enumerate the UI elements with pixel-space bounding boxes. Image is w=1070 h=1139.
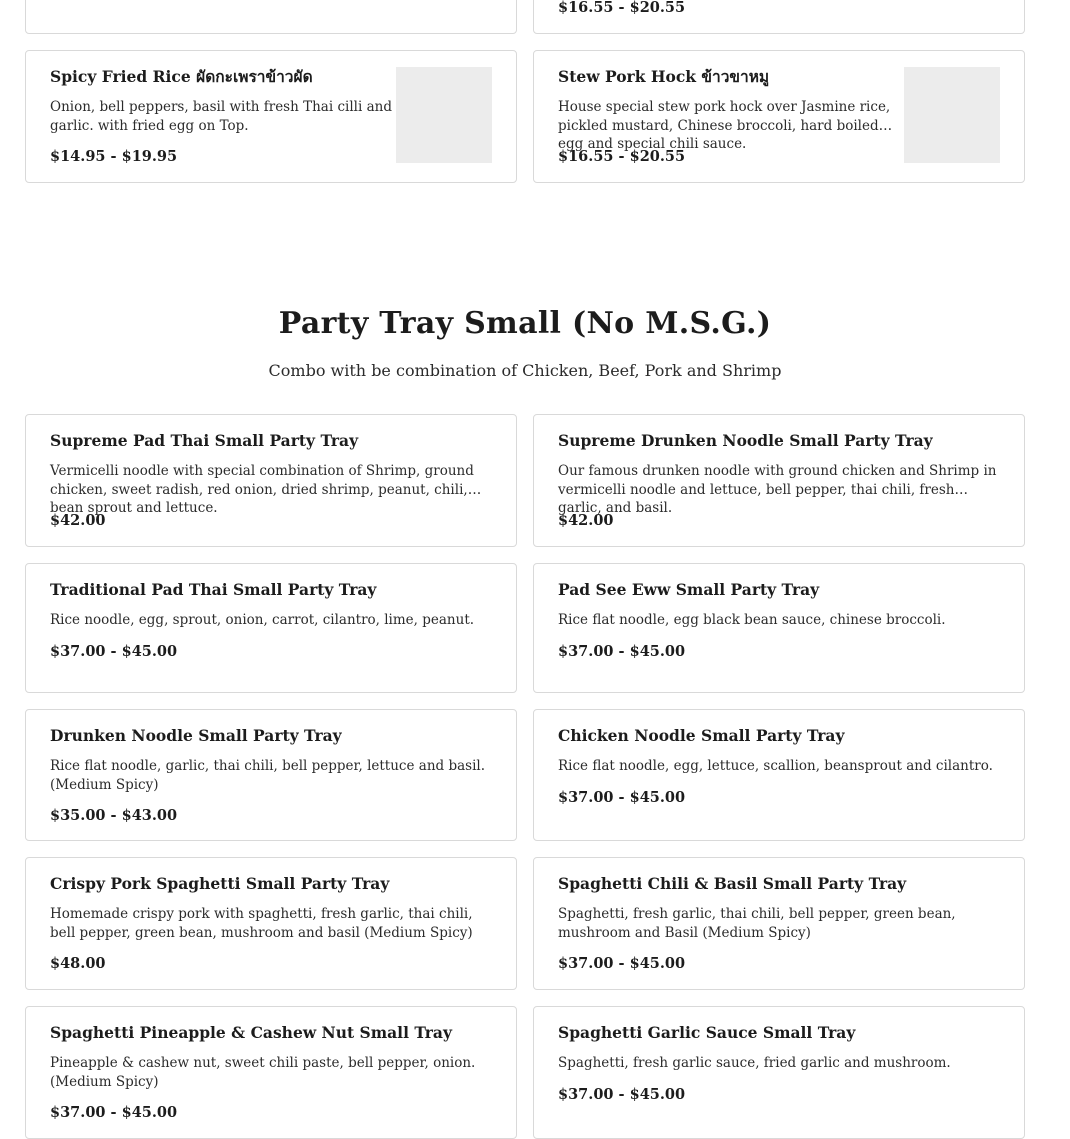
- menu-item-card[interactable]: [533, 563, 1025, 693]
- item-name: Traditional Pad Thai Small Party Tray: [50, 580, 377, 599]
- item-name: Supreme Drunken Noodle Small Party Tray: [558, 431, 933, 450]
- section-title: Party Tray Small (No M.S.G.): [278, 306, 772, 341]
- item-price: $16.55 - $20.55: [558, 0, 686, 16]
- item-name: Spaghetti Pineapple & Cashew Nut Small Tray: [50, 1023, 452, 1042]
- menu-item-card[interactable]: [25, 0, 517, 34]
- item-price: $35.00 - $43.00: [50, 807, 178, 824]
- item-name: Drunken Noodle Small Party Tray: [50, 726, 342, 745]
- menu-item-card[interactable]: [533, 50, 1025, 183]
- item-description: Rice flat noodle, egg, lettuce, scallion, beansprout and cilantro.: [558, 758, 993, 774]
- item-description: Rice noodle, egg, sprout, onion, carrot, cilantro, lime, peanut.: [50, 612, 475, 628]
- item-name: Supreme Pad Thai Small Party Tray: [50, 431, 359, 450]
- item-price: $42.00: [558, 512, 614, 529]
- item-price: $37.00 - $45.00: [558, 955, 686, 972]
- item-name: Pad See Eww Small Party Tray: [558, 580, 820, 599]
- menu-item-card[interactable]: [25, 50, 517, 183]
- item-description: House special stew pork hock over Jasmine rice, pickled mustard, Chinese broccoli, hard boiled egg and special chili sauce.: [558, 99, 891, 152]
- item-price: $16.55 - $20.55: [558, 148, 686, 165]
- item-description: Homemade crispy pork with spaghetti, fresh garlic, thai chili, bell pepper, green bean, mushroom and basil (Medium Spicy): [50, 906, 473, 941]
- item-name: Spicy Fried Rice ผัดกะเพราข้าวผัด: [50, 67, 313, 86]
- prev-section-grid: [25, 0, 1025, 183]
- item-description: Pineapple & cashew nut, sweet chili paste, bell pepper, onion. (Medium Spicy): [50, 1055, 476, 1090]
- item-description: Rice flat noodle, garlic, thai chili, bell pepper, lettuce and basil. (Medium Spicy): [50, 758, 485, 793]
- item-description: Rice flat noodle, egg black bean sauce, chinese broccoli.: [558, 612, 946, 628]
- menu-item-card[interactable]: [533, 709, 1025, 841]
- item-image-placeholder: [904, 67, 1000, 163]
- item-image-placeholder: [396, 67, 492, 163]
- menu-item-card[interactable]: [25, 563, 517, 693]
- item-name: Crispy Pork Spaghetti Small Party Tray: [50, 874, 390, 893]
- menu-item-card[interactable]: [533, 0, 1025, 34]
- item-description: Onion, bell peppers, basil with fresh Thai cilli and garlic. with fried egg on Top.: [50, 99, 392, 134]
- menu-item-card[interactable]: [533, 414, 1025, 547]
- menu-item-card[interactable]: [25, 414, 517, 547]
- item-description: Our famous drunken noodle with ground chicken and Shrimp in vermicelli noodle and lettuce, bell pepper, thai chili, fresh garlic, and basil.: [558, 463, 997, 516]
- item-price: $14.95 - $19.95: [50, 148, 178, 165]
- item-price: $48.00: [50, 955, 106, 972]
- item-description: Spaghetti, fresh garlic sauce, fried garlic and mushroom.: [558, 1055, 951, 1071]
- menu-item-card[interactable]: [533, 1006, 1025, 1139]
- item-name: Spaghetti Garlic Sauce Small Tray: [558, 1023, 856, 1042]
- party-tray-grid: [25, 414, 1025, 1139]
- item-name: Stew Pork Hock ข้าวขาหมู: [558, 67, 770, 86]
- item-price: $37.00 - $45.00: [50, 1104, 178, 1121]
- item-description: Spaghetti, fresh garlic, thai chili, bell pepper, green bean, mushroom and Basil (Medium Spicy): [558, 906, 956, 941]
- item-price: $42.00: [50, 512, 106, 529]
- item-price: $37.00 - $45.00: [50, 642, 178, 660]
- item-name: Chicken Noodle Small Party Tray: [558, 726, 845, 745]
- item-name: Spaghetti Chili & Basil Small Party Tray: [558, 874, 907, 893]
- menu-item-card[interactable]: [25, 709, 517, 841]
- menu-item-card[interactable]: [25, 857, 517, 990]
- menu-item-card[interactable]: [25, 1006, 517, 1139]
- item-price: $37.00 - $45.00: [558, 788, 686, 806]
- item-price: $37.00 - $45.00: [558, 642, 686, 660]
- section-subtitle: Combo with be combination of Chicken, Beef, Pork and Shrimp: [268, 361, 782, 380]
- item-description: Vermicelli noodle with special combination of Shrimp, ground chicken, sweet radish, red onion, dried shrimp, peanut, chili, bean sprout and lettuce.: [50, 463, 474, 516]
- menu-item-card[interactable]: [533, 857, 1025, 990]
- item-price: $37.00 - $45.00: [558, 1085, 686, 1103]
